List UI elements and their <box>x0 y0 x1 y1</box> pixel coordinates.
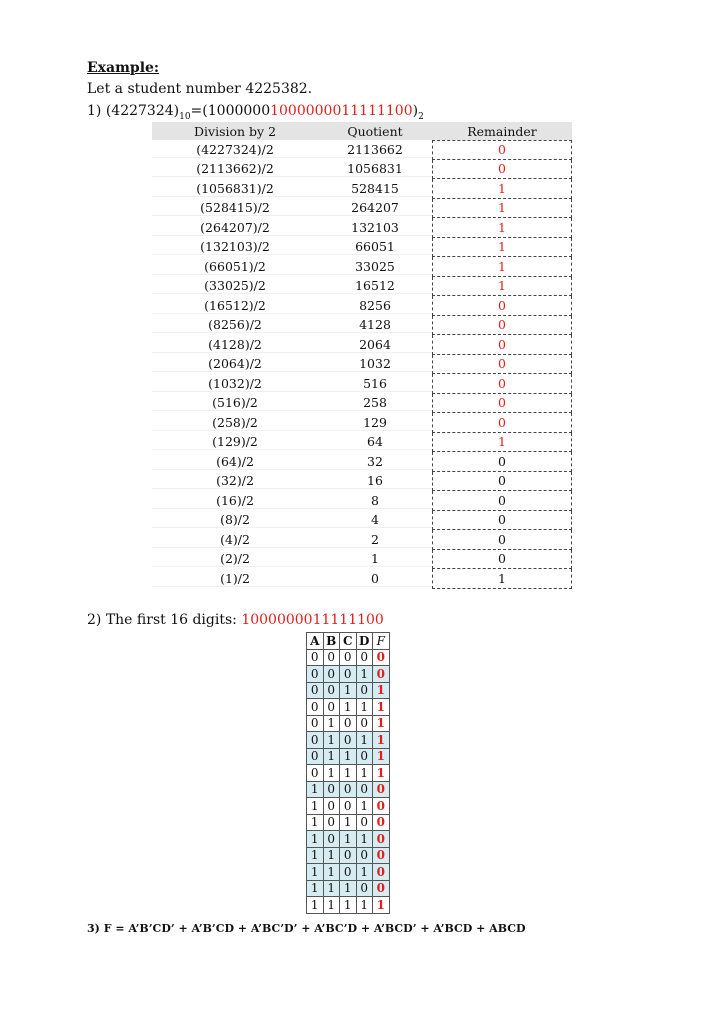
division-row <box>152 296 572 316</box>
remainder-cell: 1 <box>432 569 572 589</box>
division-row <box>152 511 572 531</box>
cell-a: 0 <box>307 765 324 782</box>
remainder-cell: 0 <box>432 355 572 375</box>
step2-label: 2) The first 16 digits: <box>87 612 242 628</box>
cell-b: 0 <box>323 699 340 716</box>
quotient-cell: 258 <box>318 395 432 411</box>
division-row <box>152 238 572 258</box>
base10-subscript: 10 <box>179 111 191 122</box>
remainder-cell: 1 <box>432 257 572 277</box>
quotient-cell: 0 <box>318 571 432 587</box>
truth-table-row <box>307 831 390 848</box>
division-cell: (129)/2 <box>152 434 318 450</box>
division-cell: (1056831)/2 <box>152 181 318 197</box>
cell-d: 1 <box>356 897 373 914</box>
cell-a: 1 <box>307 781 324 798</box>
quotient-cell: 1032 <box>318 356 432 372</box>
division-cell: (16)/2 <box>152 493 318 509</box>
cell-d: 1 <box>356 699 373 716</box>
cell-d: 1 <box>356 765 373 782</box>
division-row <box>152 550 572 570</box>
truth-table-row <box>307 748 390 765</box>
cell-a: 0 <box>307 699 324 716</box>
truth-table-header <box>307 633 390 650</box>
cell-d: 0 <box>356 781 373 798</box>
cell-c: 0 <box>340 732 357 749</box>
truth-table-row <box>307 765 390 782</box>
header-remainder: Remainder <box>467 123 537 139</box>
remainder-cell: 0 <box>432 394 572 414</box>
remainder-cell: 1 <box>432 218 572 238</box>
cell-a: 0 <box>307 715 324 732</box>
cell-f: 1 <box>373 748 390 765</box>
step3-formula: 3) F = A’B’CD’ + A’B’CD + A’BC’D’ + A’BC’D + A’BCD’ + A’BCD + ABCD <box>87 922 526 935</box>
cell-c: 0 <box>340 666 357 683</box>
division-table <box>152 122 572 589</box>
division-row <box>152 277 572 297</box>
division-cell: (4)/2 <box>152 532 318 548</box>
remainder-cell: 1 <box>432 433 572 453</box>
remainder-cell: 1 <box>432 179 572 199</box>
cell-b: 0 <box>323 781 340 798</box>
header-division: Division by 2 <box>193 123 277 139</box>
division-row <box>152 433 572 453</box>
cell-c: 1 <box>340 748 357 765</box>
header-b: B <box>323 633 340 650</box>
truth-table <box>306 632 390 914</box>
cell-f: 1 <box>373 765 390 782</box>
cell-f: 0 <box>373 649 390 666</box>
cell-d: 1 <box>356 864 373 881</box>
quotient-cell: 64 <box>318 434 432 450</box>
quotient-cell: 1 <box>318 551 432 567</box>
cell-f: 1 <box>373 897 390 914</box>
cell-d: 0 <box>356 715 373 732</box>
cell-a: 1 <box>307 847 324 864</box>
division-row <box>152 335 572 355</box>
division-cell: (64)/2 <box>152 454 318 470</box>
division-cell: (32)/2 <box>152 473 318 489</box>
cell-a: 1 <box>307 798 324 815</box>
cell-f: 1 <box>373 732 390 749</box>
division-cell: (2064)/2 <box>152 356 318 372</box>
quotient-cell: 8256 <box>318 298 432 314</box>
cell-c: 0 <box>340 847 357 864</box>
division-row <box>152 160 572 180</box>
cell-d: 1 <box>356 798 373 815</box>
division-cell: (4128)/2 <box>152 337 318 353</box>
division-row <box>152 257 572 277</box>
remainder-cell: 0 <box>432 491 572 511</box>
cell-b: 0 <box>323 798 340 815</box>
cell-c: 0 <box>340 649 357 666</box>
division-cell: (1032)/2 <box>152 376 318 392</box>
cell-a: 1 <box>307 897 324 914</box>
division-cell: (8256)/2 <box>152 317 318 333</box>
step2-text <box>87 612 384 628</box>
division-row <box>152 394 572 414</box>
cell-b: 1 <box>323 880 340 897</box>
remainder-cell: 0 <box>432 472 572 492</box>
remainder-cell: 0 <box>432 413 572 433</box>
cell-a: 0 <box>307 682 324 699</box>
quotient-cell: 1056831 <box>318 161 432 177</box>
cell-b: 1 <box>323 715 340 732</box>
cell-c: 0 <box>340 798 357 815</box>
cell-f: 1 <box>373 699 390 716</box>
cell-d: 1 <box>356 666 373 683</box>
remainder-cell: 0 <box>432 452 572 472</box>
division-cell: (66051)/2 <box>152 259 318 275</box>
cell-c: 1 <box>340 814 357 831</box>
quotient-cell: 32 <box>318 454 432 470</box>
cell-b: 0 <box>323 649 340 666</box>
base2-subscript: 2 <box>418 111 424 122</box>
division-row <box>152 491 572 511</box>
division-cell: (4227324)/2 <box>152 142 318 158</box>
division-row <box>152 140 572 160</box>
cell-c: 1 <box>340 831 357 848</box>
division-row <box>152 530 572 550</box>
truth-table-row <box>307 682 390 699</box>
cell-c: 1 <box>340 765 357 782</box>
division-row <box>152 355 572 375</box>
cell-f: 0 <box>373 666 390 683</box>
cell-d: 0 <box>356 682 373 699</box>
remainder-cell: 0 <box>432 316 572 336</box>
cell-f: 0 <box>373 831 390 848</box>
quotient-cell: 2064 <box>318 337 432 353</box>
quotient-cell: 129 <box>318 415 432 431</box>
truth-table-row <box>307 649 390 666</box>
header-f: F <box>373 633 390 650</box>
cell-b: 1 <box>323 864 340 881</box>
division-row <box>152 179 572 199</box>
remainder-cell: 0 <box>432 296 572 316</box>
cell-b: 0 <box>323 682 340 699</box>
cell-b: 0 <box>323 666 340 683</box>
binary-black-part: 1000000 <box>207 103 271 119</box>
division-row <box>152 569 572 589</box>
quotient-cell: 33025 <box>318 259 432 275</box>
cell-b: 0 <box>323 831 340 848</box>
cell-c: 1 <box>340 699 357 716</box>
cell-b: 1 <box>323 897 340 914</box>
quotient-cell: 516 <box>318 376 432 392</box>
cell-b: 1 <box>323 765 340 782</box>
step1-eq: =( <box>190 103 208 119</box>
header-d: D <box>356 633 373 650</box>
cell-c: 0 <box>340 781 357 798</box>
header-c: C <box>340 633 357 650</box>
division-row <box>152 472 572 492</box>
cell-a: 1 <box>307 864 324 881</box>
remainder-cell: 0 <box>432 335 572 355</box>
division-cell: (264207)/2 <box>152 220 318 236</box>
cell-b: 1 <box>323 748 340 765</box>
remainder-cell: 1 <box>432 277 572 297</box>
cell-a: 0 <box>307 649 324 666</box>
cell-d: 0 <box>356 880 373 897</box>
quotient-cell: 4128 <box>318 317 432 333</box>
truth-table-row <box>307 864 390 881</box>
truth-table-row <box>307 880 390 897</box>
division-cell: (2)/2 <box>152 551 318 567</box>
intro-text: Let a student number 4225382. <box>87 81 313 97</box>
cell-b: 1 <box>323 732 340 749</box>
division-row <box>152 413 572 433</box>
remainder-cell: 0 <box>432 140 572 160</box>
division-row <box>152 218 572 238</box>
division-cell: (2113662)/2 <box>152 161 318 177</box>
division-cell: (516)/2 <box>152 395 318 411</box>
quotient-cell: 264207 <box>318 200 432 216</box>
cell-d: 1 <box>356 732 373 749</box>
step1-prefix: 1) (4227324) <box>87 103 180 119</box>
remainder-cell: 1 <box>432 199 572 219</box>
division-cell: (8)/2 <box>152 512 318 528</box>
cell-c: 1 <box>340 682 357 699</box>
quotient-cell: 132103 <box>318 220 432 236</box>
cell-d: 0 <box>356 814 373 831</box>
division-row <box>152 316 572 336</box>
division-cell: (132103)/2 <box>152 239 318 255</box>
step1-close: ) <box>412 103 419 119</box>
cell-c: 1 <box>340 897 357 914</box>
cell-c: 1 <box>340 880 357 897</box>
cell-f: 0 <box>373 814 390 831</box>
example-heading: Example: <box>87 60 160 76</box>
truth-table-row <box>307 798 390 815</box>
cell-c: 0 <box>340 864 357 881</box>
division-cell: (1)/2 <box>152 571 318 587</box>
remainder-cell: 1 <box>432 238 572 258</box>
truth-table-row <box>307 847 390 864</box>
cell-f: 0 <box>373 781 390 798</box>
quotient-cell: 16512 <box>318 278 432 294</box>
cell-d: 0 <box>356 748 373 765</box>
quotient-cell: 66051 <box>318 239 432 255</box>
cell-a: 1 <box>307 831 324 848</box>
quotient-cell: 2 <box>318 532 432 548</box>
quotient-cell: 4 <box>318 512 432 528</box>
cell-f: 0 <box>373 847 390 864</box>
truth-table-row <box>307 666 390 683</box>
cell-f: 0 <box>373 798 390 815</box>
cell-c: 0 <box>340 715 357 732</box>
truth-table-row <box>307 732 390 749</box>
remainder-cell: 0 <box>432 511 572 531</box>
remainder-cell: 0 <box>432 374 572 394</box>
cell-f: 0 <box>373 880 390 897</box>
remainder-cell: 0 <box>432 550 572 570</box>
division-row <box>152 199 572 219</box>
step2-digits: 1000000011111100 <box>241 612 384 628</box>
truth-table-row <box>307 814 390 831</box>
cell-a: 0 <box>307 748 324 765</box>
cell-a: 0 <box>307 732 324 749</box>
cell-a: 1 <box>307 880 324 897</box>
cell-d: 0 <box>356 847 373 864</box>
header-a: A <box>307 633 324 650</box>
division-row <box>152 374 572 394</box>
step1-conversion <box>87 103 424 122</box>
header-quotient: Quotient <box>347 123 403 139</box>
cell-a: 1 <box>307 814 324 831</box>
division-cell: (33025)/2 <box>152 278 318 294</box>
quotient-cell: 528415 <box>318 181 432 197</box>
cell-d: 0 <box>356 649 373 666</box>
truth-table-row <box>307 897 390 914</box>
division-row <box>152 452 572 472</box>
quotient-cell: 2113662 <box>318 142 432 158</box>
division-cell: (528415)/2 <box>152 200 318 216</box>
quotient-cell: 8 <box>318 493 432 509</box>
cell-f: 1 <box>373 715 390 732</box>
cell-a: 0 <box>307 666 324 683</box>
remainder-cell: 0 <box>432 530 572 550</box>
binary-red-part: 1000000011111100 <box>270 103 413 119</box>
quotient-cell: 16 <box>318 473 432 489</box>
truth-table-row <box>307 715 390 732</box>
cell-b: 0 <box>323 814 340 831</box>
division-cell: (258)/2 <box>152 415 318 431</box>
remainder-cell: 0 <box>432 160 572 180</box>
cell-f: 1 <box>373 682 390 699</box>
cell-f: 0 <box>373 864 390 881</box>
cell-d: 1 <box>356 831 373 848</box>
division-cell: (16512)/2 <box>152 298 318 314</box>
truth-table-row <box>307 781 390 798</box>
division-table-header <box>152 122 572 140</box>
cell-b: 1 <box>323 847 340 864</box>
truth-table-row <box>307 699 390 716</box>
